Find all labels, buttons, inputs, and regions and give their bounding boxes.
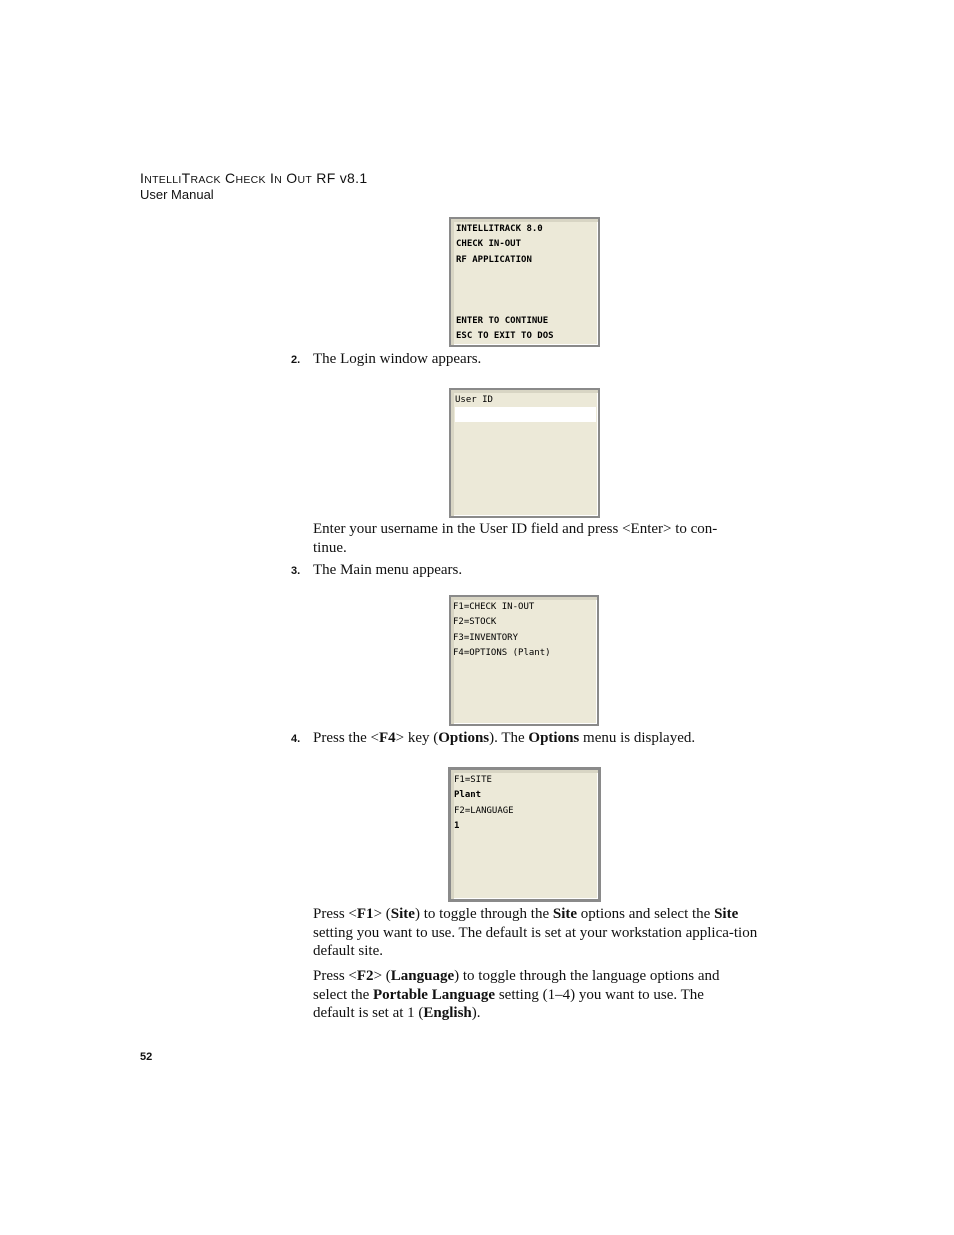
- step-number: 2.: [291, 354, 301, 366]
- menu-item-stock: F2=STOCK: [453, 617, 497, 628]
- screen-line: [456, 283, 598, 298]
- site-instructions: Press <F1> (Site) to toggle through the Site options and select the Site setting you want to use. The default is set at your workstation applica-tion default site.: [313, 906, 758, 959]
- options-screen: [448, 767, 601, 902]
- screen-line: ENTER TO CONTINUE: [456, 315, 549, 326]
- screen-line: INTELLITRACK 8.0: [456, 224, 543, 234]
- menu-item-options: F4=OPTIONS (Plant): [453, 647, 551, 658]
- step-4: 4. Press the <F4> key (Options). The Options menu is displayed.: [291, 730, 696, 746]
- login-instructions: Enter your username in the User ID field and press <Enter> to con-tinue.: [313, 521, 718, 556]
- step-number: 3.: [291, 565, 301, 577]
- screen-line: [456, 298, 598, 313]
- screen-line: ESC TO EXIT TO DOS: [456, 331, 554, 342]
- login-screen: [449, 388, 600, 518]
- option-language-value: 1: [454, 820, 460, 831]
- step-2: [291, 351, 481, 368]
- step-number: 4.: [291, 733, 301, 745]
- step-text: The Main menu appears.: [313, 562, 463, 578]
- page-number: 52: [140, 1051, 153, 1063]
- option-language-label: F2=LANGUAGE: [454, 805, 514, 816]
- main-menu-screen: [449, 595, 599, 726]
- screen-line: CHECK IN-OUT: [456, 239, 522, 250]
- screen-line: [456, 268, 598, 283]
- screen-line: RF APPLICATION: [456, 254, 532, 265]
- running-header-title: INTELLITRACK CHECK IN OUT RF v8.1: [140, 170, 368, 186]
- menu-item-check-in-out: F1=CHECK IN-OUT: [453, 602, 535, 612]
- splash-screen: [449, 217, 600, 347]
- option-site-value: Plant: [454, 790, 482, 801]
- menu-item-inventory: F3=INVENTORY: [453, 632, 519, 643]
- running-header-subtitle: User Manual: [140, 187, 214, 202]
- step-3: [291, 562, 462, 579]
- step-text: The Login window appears.: [313, 351, 482, 367]
- language-instructions: Press <F2> (Language) to toggle through the language options and select the Portable Language setting (1–4) you want to use. The default is set at 1 (English).: [313, 968, 720, 1021]
- option-site-label: F1=SITE: [454, 775, 492, 785]
- user-id-label: User ID: [455, 395, 493, 405]
- user-id-field[interactable]: [455, 407, 596, 422]
